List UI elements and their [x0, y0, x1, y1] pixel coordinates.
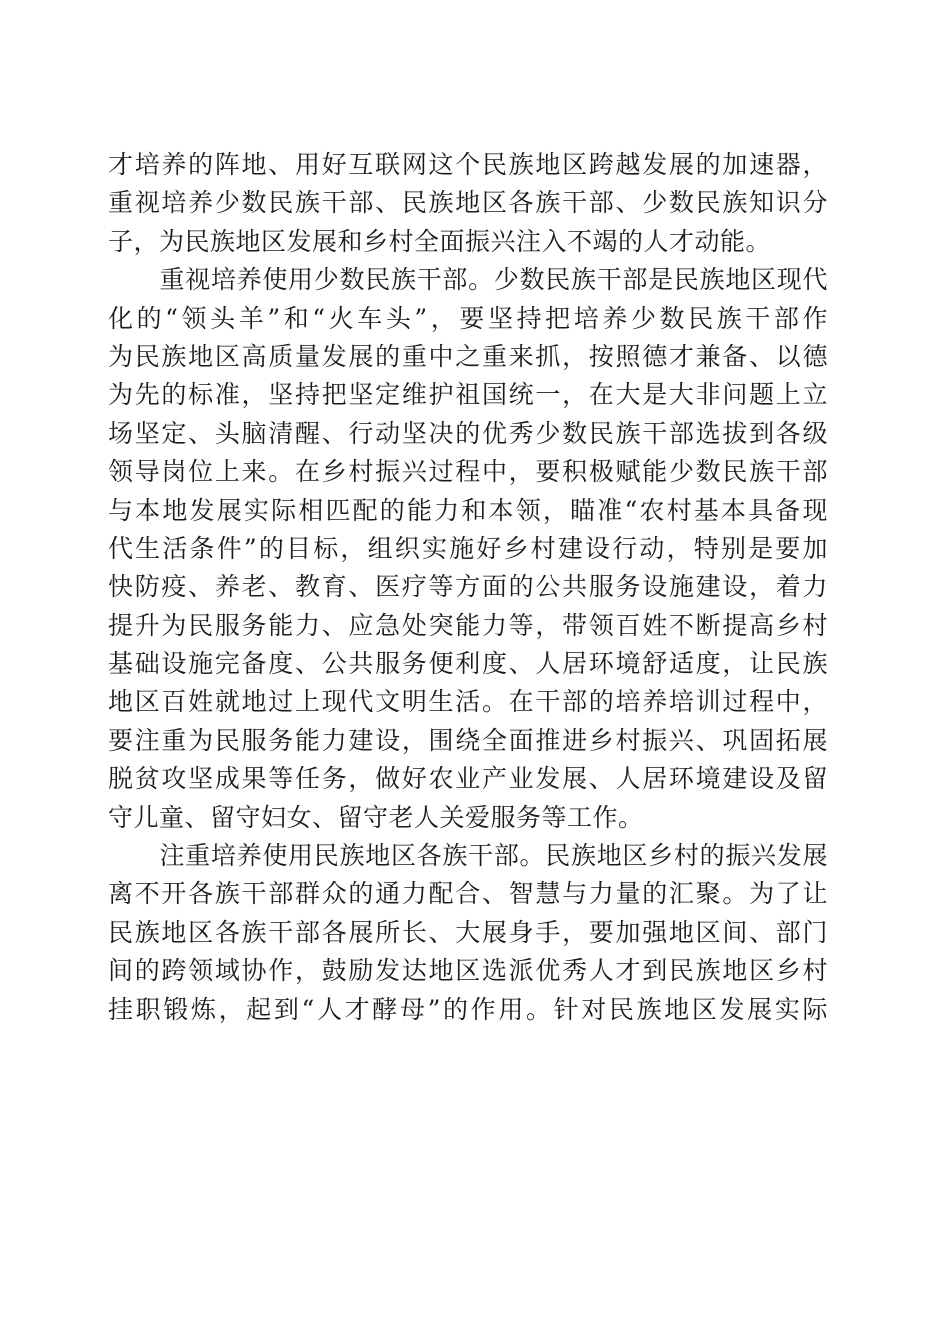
text-line: 子，为民族地区发展和乡村全面振兴注入不竭的人才动能。	[108, 226, 772, 256]
text-line: 为民族地区高质量发展的重中之重来抓，按照德才兼备、以德	[108, 341, 828, 371]
text-line: 间的跨领域协作，鼓励发达地区选派优秀人才到民族地区乡村	[108, 956, 828, 986]
paragraph-1	[108, 146, 828, 261]
text-line: 民族地区各族干部各展所长、大展身手，要加强地区间、部门	[108, 917, 828, 947]
text-line: 要注重为民服务能力建设，围绕全面推进乡村振兴、巩固拓展	[108, 725, 828, 755]
text-line: 场坚定、头脑清醒、行动坚决的优秀少数民族干部选拔到各级	[108, 418, 828, 448]
body-text	[108, 146, 828, 1029]
text-line: 基础设施完备度、公共服务便利度、人居环境舒适度，让民族	[108, 649, 828, 679]
text-line: 地区百姓就地过上现代文明生活。在干部的培养培训过程中，	[108, 687, 828, 717]
text-line: 挂职锻炼，起到“人才酵母”的作用。针对民族地区发展实际	[108, 994, 828, 1024]
text-line: 快防疫、养老、教育、医疗等方面的公共服务设施建设，着力	[108, 572, 828, 602]
text-line: 提升为民服务能力、应急处突能力等，带领百姓不断提高乡村	[108, 610, 828, 640]
paragraph-2	[108, 261, 828, 837]
text-line: 代生活条件”的目标，组织实施好乡村建设行动，特别是要加	[108, 533, 828, 563]
text-line: 与本地发展实际相匹配的能力和本领，瞄准“农村基本具备现	[108, 495, 828, 525]
text-line: 离不开各族干部群众的通力配合、智慧与力量的汇聚。为了让	[108, 879, 828, 909]
text-line: 守儿童、留守妇女、留守老人关爱服务等工作。	[108, 802, 644, 832]
text-line: 重视培养使用少数民族干部。少数民族干部是民族地区现代	[108, 265, 828, 295]
text-line: 领导岗位上来。在乡村振兴过程中，要积极赋能少数民族干部	[108, 457, 828, 487]
text-line: 脱贫攻坚成果等任务，做好农业产业发展、人居环境建设及留	[108, 764, 828, 794]
text-line: 注重培养使用民族地区各族干部。民族地区乡村的振兴发展	[108, 841, 828, 871]
paragraph-3	[108, 837, 828, 1029]
text-line: 化的“领头羊”和“火车头”，要坚持把培养少数民族干部作	[108, 303, 828, 333]
text-line: 重视培养少数民族干部、民族地区各族干部、少数民族知识分	[108, 188, 828, 218]
text-line: 才培养的阵地、用好互联网这个民族地区跨越发展的加速器，	[108, 150, 828, 179]
text-line: 为先的标准，坚持把坚定维护祖国统一，在大是大非问题上立	[108, 380, 828, 410]
